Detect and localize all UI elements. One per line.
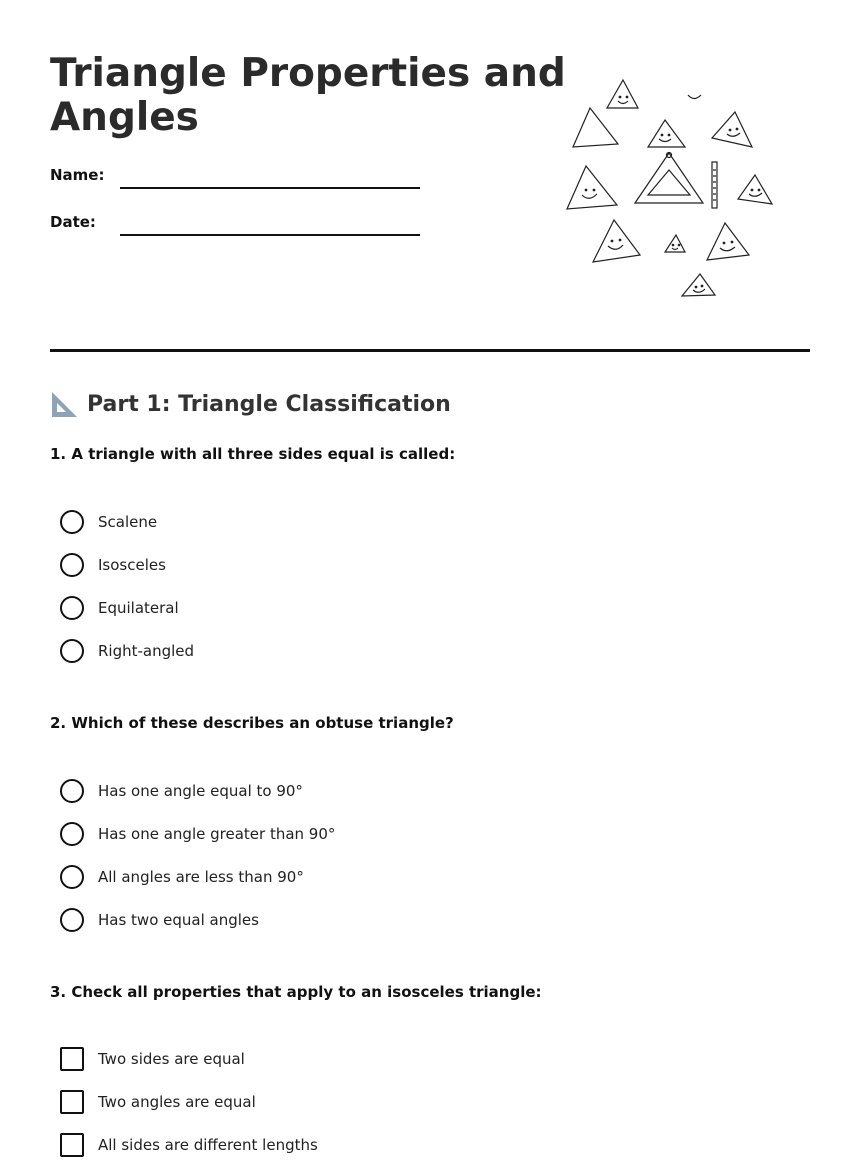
option-label: Two sides are equal	[98, 1050, 245, 1068]
triangle-icon	[738, 175, 772, 204]
triangle-icon	[665, 235, 685, 252]
name-field[interactable]	[120, 187, 420, 189]
q3-option-1[interactable]	[60, 1046, 245, 1072]
set-square-icon	[50, 390, 78, 418]
radio-button[interactable]	[60, 865, 84, 889]
q3-option-2[interactable]	[60, 1089, 256, 1115]
q3-option-3[interactable]	[60, 1132, 318, 1158]
option-label: All angles are less than 90°	[98, 868, 304, 886]
triangle-icon	[635, 153, 703, 204]
radio-button[interactable]	[60, 639, 84, 663]
radio-button[interactable]	[60, 908, 84, 932]
triangle-icon	[567, 166, 617, 209]
checkbox[interactable]	[60, 1133, 84, 1157]
q2-option-3[interactable]	[60, 864, 304, 890]
part1-title: Part 1: Triangle Classification	[87, 391, 451, 417]
q1-option-scalene[interactable]	[60, 509, 157, 535]
smile-icon	[688, 95, 701, 99]
part1-header	[50, 388, 451, 420]
question-1-text: 1. A triangle with all three sides equal is called:	[50, 445, 456, 463]
triangle-icon	[607, 80, 638, 108]
q2-option-4[interactable]	[60, 907, 259, 933]
triangle-icon	[682, 274, 715, 296]
question-2-text: 2. Which of these describes an obtuse triangle?	[50, 714, 454, 732]
ruler-icon	[712, 162, 717, 208]
radio-button[interactable]	[60, 822, 84, 846]
triangle-icon	[573, 108, 618, 147]
worksheet-title: Triangle Properties and Angles	[50, 51, 566, 140]
option-label: All sides are different lengths	[98, 1136, 318, 1154]
radio-button[interactable]	[60, 596, 84, 620]
triangle-icon	[648, 120, 685, 147]
date-field[interactable]	[120, 234, 420, 236]
radio-button[interactable]	[60, 510, 84, 534]
triangle-icon	[712, 112, 752, 147]
option-label: Right-angled	[98, 642, 195, 660]
option-label: Has two equal angles	[98, 911, 259, 929]
q1-option-equilateral[interactable]	[60, 595, 179, 621]
triangle-icon	[593, 220, 640, 262]
q2-option-1[interactable]	[60, 778, 303, 804]
q1-option-right-angled[interactable]	[60, 638, 194, 664]
option-label: Two angles are equal	[98, 1093, 256, 1111]
section-divider	[50, 349, 810, 352]
option-label: Equilateral	[98, 599, 179, 617]
radio-button[interactable]	[60, 553, 84, 577]
date-label: Date:	[50, 213, 96, 231]
triangle-icon	[707, 223, 749, 260]
checkbox[interactable]	[60, 1047, 84, 1071]
q1-option-isosceles[interactable]	[60, 552, 166, 578]
radio-button[interactable]	[60, 779, 84, 803]
q2-option-2[interactable]	[60, 821, 335, 847]
name-label: Name:	[50, 166, 105, 184]
smiling-triangles-clipart	[560, 75, 780, 305]
question-3-text: 3. Check all properties that apply to an isosceles triangle:	[50, 983, 542, 1001]
checkbox[interactable]	[60, 1090, 84, 1114]
option-label: Isosceles	[98, 556, 166, 574]
option-label: Has one angle greater than 90°	[98, 825, 336, 843]
option-label: Has one angle equal to 90°	[98, 782, 303, 800]
option-label: Scalene	[98, 513, 158, 531]
